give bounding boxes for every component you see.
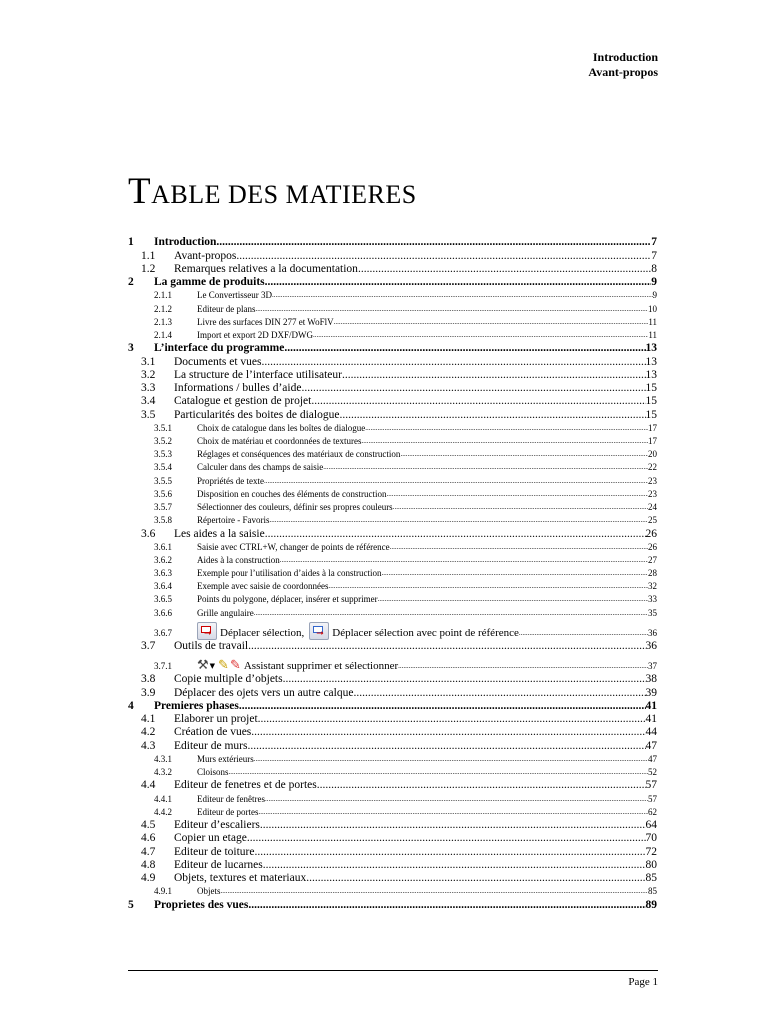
toc-entry[interactable] bbox=[128, 640, 657, 653]
page-number: Page 1 bbox=[628, 976, 658, 988]
toc-entry-page: 23 bbox=[648, 488, 657, 499]
dot-leader bbox=[264, 475, 648, 488]
toc-entry-title: Le Convertisseur 3D bbox=[197, 290, 272, 301]
toc-entry-title: Editeur de lucarnes bbox=[174, 858, 263, 871]
toc-entry[interactable] bbox=[128, 739, 657, 752]
toc-entry-number: 2.1.3 bbox=[154, 316, 172, 327]
toc-entry-title: Choix de matériau et coordonnées de textures bbox=[197, 436, 362, 447]
dot-leader bbox=[254, 607, 648, 620]
toc-entry-page: 57 bbox=[648, 793, 657, 804]
toc-entry-page: 24 bbox=[648, 502, 657, 513]
toc-entry-page: 36 bbox=[645, 639, 657, 652]
toc-entry-page: 22 bbox=[648, 462, 657, 473]
dot-leader bbox=[365, 422, 648, 435]
tools-icon: ⚒ bbox=[197, 657, 209, 673]
toc-title-initial: T bbox=[128, 171, 152, 212]
toc-entry[interactable] bbox=[128, 541, 657, 554]
toc-entry-page: 85 bbox=[648, 886, 657, 897]
toc-entry-title: Import et export 2D DXF/DWG bbox=[197, 329, 313, 340]
dot-leader bbox=[221, 885, 649, 898]
toc-entry-number: 4.3.1 bbox=[154, 753, 172, 764]
toc-entry-page: 13 bbox=[645, 355, 657, 368]
toc-entry-title: Déplacer des ojets vers un autre calque bbox=[174, 686, 354, 699]
toc-entry-title: Introduction bbox=[154, 236, 217, 249]
toc-entry[interactable] bbox=[128, 806, 657, 819]
toc-entry-page: 64 bbox=[645, 819, 657, 832]
toc-entry-page: 41 bbox=[645, 699, 657, 712]
toc-entry-title: Editeur de toiture bbox=[174, 845, 255, 858]
tool-icons bbox=[197, 659, 242, 673]
toc-entry[interactable] bbox=[128, 753, 657, 766]
toc-entry[interactable] bbox=[128, 713, 657, 726]
toc-entry-title: Objets bbox=[197, 886, 221, 897]
toc-entry-page: 25 bbox=[648, 515, 657, 526]
select-pen-icon: ✎ bbox=[218, 657, 229, 673]
dot-leader bbox=[386, 488, 648, 501]
dot-leader bbox=[265, 276, 652, 289]
toc-entry-title: Propriétés de texte bbox=[197, 475, 264, 486]
toc-entry-number: 3.5.1 bbox=[154, 422, 172, 433]
dot-leader bbox=[381, 567, 648, 580]
toc-entry[interactable] bbox=[128, 686, 657, 699]
toc-entry[interactable] bbox=[128, 514, 657, 527]
toc-entry-title: Calculer dans des champs de saisie bbox=[197, 462, 324, 473]
table-of-contents bbox=[128, 236, 657, 912]
toc-entry-page: 44 bbox=[645, 726, 657, 739]
toc-entry-title: Informations / bulles d’aide bbox=[174, 382, 302, 395]
toc-entry-title: Avant-propos bbox=[174, 249, 237, 262]
dot-leader bbox=[393, 501, 648, 514]
move-reference-point-icon: ➞ bbox=[309, 622, 329, 640]
toc-entry-page: 47 bbox=[645, 739, 657, 752]
toc-entry[interactable] bbox=[128, 316, 657, 329]
toc-entry[interactable] bbox=[128, 845, 657, 858]
toc-entry-page: 36 bbox=[648, 627, 657, 638]
toc-entry-page: 85 bbox=[645, 872, 657, 885]
toc-entry[interactable] bbox=[128, 263, 657, 276]
toc-entry-title: Editeur de fenêtres bbox=[197, 793, 265, 804]
toc-entry-number: 3.7.1 bbox=[154, 660, 172, 671]
toc-entry-number: 4 bbox=[128, 699, 134, 712]
toc-entry-number: 3.5.4 bbox=[154, 462, 172, 473]
dropdown-arrow-icon: ▼ bbox=[209, 661, 216, 670]
toc-entry-number: 2.1.4 bbox=[154, 329, 172, 340]
dot-leader bbox=[269, 514, 648, 527]
toc-entry[interactable] bbox=[128, 792, 657, 805]
header-chapter: Introduction bbox=[592, 50, 658, 64]
dot-leader bbox=[361, 435, 648, 448]
toc-entry-title: L’interface du programme bbox=[154, 342, 285, 355]
toc-entry-number: 5 bbox=[128, 898, 134, 911]
dot-leader bbox=[306, 872, 645, 885]
footer-divider bbox=[128, 970, 658, 971]
toc-entry-page: 23 bbox=[648, 475, 657, 486]
dot-leader bbox=[262, 356, 646, 369]
toc-entry-title: Outils de travail bbox=[174, 639, 249, 652]
toc-entry-number: 3.5.5 bbox=[154, 475, 172, 486]
toc-entry[interactable] bbox=[128, 342, 657, 355]
toc-entry-page: 15 bbox=[645, 382, 657, 395]
toc-entry-number: 3.5.8 bbox=[154, 515, 172, 526]
toc-entry-page: 17 bbox=[648, 436, 657, 447]
toc-entry-number: 4.7 bbox=[141, 845, 156, 858]
toc-entry-title-part: Déplacer sélection avec point de référence bbox=[332, 626, 519, 639]
toc-entry-number: 3.6.2 bbox=[154, 554, 172, 565]
toc-entry-title: La gamme de produits bbox=[154, 276, 265, 289]
dot-leader bbox=[247, 740, 645, 753]
dot-leader bbox=[400, 448, 648, 461]
toc-entry[interactable] bbox=[128, 653, 657, 673]
toc-entry-title: Les aides a la saisie bbox=[174, 527, 265, 540]
dot-leader bbox=[317, 779, 646, 792]
toc-entry-title: Editeur de murs bbox=[174, 739, 248, 752]
toc-entry[interactable] bbox=[128, 872, 657, 885]
toc-entry-title: Répertoire - Favoris bbox=[197, 515, 270, 526]
toc-entry-number: 4.1 bbox=[141, 713, 156, 726]
toc-entry-page: 52 bbox=[648, 767, 657, 778]
toc-entry-number: 3.8 bbox=[141, 673, 156, 686]
toc-entry-page: 26 bbox=[645, 527, 657, 540]
dot-leader bbox=[265, 793, 648, 806]
toc-entry-page: 41 bbox=[645, 713, 657, 726]
toc-entry-number: 3 bbox=[128, 342, 134, 355]
toc-entry-title: Objets, textures et materiaux bbox=[174, 872, 307, 885]
toc-entry-number: 4.5 bbox=[141, 819, 156, 832]
toc-entry-number: 4.4 bbox=[141, 779, 156, 792]
toc-entry-page: 13 bbox=[645, 342, 657, 355]
toc-entry-title: La structure de l’interface utilisateur bbox=[174, 368, 342, 381]
toc-entry-number: 1.1 bbox=[141, 249, 156, 262]
dot-leader bbox=[229, 766, 648, 779]
toc-entry-page: 57 bbox=[645, 779, 657, 792]
toc-title bbox=[128, 170, 417, 213]
toc-entry-title: Copie multiple d’objets bbox=[174, 673, 283, 686]
toc-entry-title: Grille angulaire bbox=[197, 607, 254, 618]
toc-entry[interactable] bbox=[128, 249, 657, 262]
toc-entry-number: 2 bbox=[128, 276, 134, 289]
toc-entry-title: Editeur de plans bbox=[197, 303, 256, 314]
toc-entry-number: 4.6 bbox=[141, 832, 156, 845]
toc-entry-page: 62 bbox=[648, 806, 657, 817]
toc-entry-page: 89 bbox=[645, 898, 657, 911]
toc-entry[interactable] bbox=[128, 474, 657, 487]
toc-entry-number: 1 bbox=[128, 236, 134, 249]
toc-entry[interactable] bbox=[128, 859, 657, 872]
dot-leader bbox=[272, 289, 653, 302]
delete-pen-icon: ✎ bbox=[229, 657, 241, 673]
toc-entry-page: 13 bbox=[645, 368, 657, 381]
dot-leader bbox=[323, 461, 648, 474]
dot-leader bbox=[283, 673, 646, 686]
toc-entry-number: 3.6.4 bbox=[154, 581, 172, 592]
toc-entry[interactable] bbox=[128, 620, 657, 640]
dot-leader bbox=[280, 554, 648, 567]
toc-entry-page: 15 bbox=[645, 408, 657, 421]
toc-entry-page: 47 bbox=[648, 753, 657, 764]
toc-entry-page: 80 bbox=[645, 858, 657, 871]
toc-entry-number: 4.9.1 bbox=[154, 886, 172, 897]
toc-entry-number: 2.1.2 bbox=[154, 303, 172, 314]
toc-entry-page: 39 bbox=[645, 686, 657, 699]
toc-entry-title: Choix de catalogue dans les boîtes de dialogue bbox=[197, 422, 366, 433]
toc-entry[interactable] bbox=[128, 395, 657, 408]
dot-leader bbox=[339, 409, 645, 422]
dot-leader bbox=[301, 382, 645, 395]
dot-leader bbox=[284, 342, 645, 355]
toc-entry[interactable] bbox=[128, 819, 657, 832]
toc-entry-title-part: Déplacer sélection, bbox=[220, 626, 305, 639]
dot-leader bbox=[255, 303, 648, 316]
dot-leader bbox=[353, 687, 645, 700]
toc-entry[interactable] bbox=[128, 382, 657, 395]
toc-entry-page: 33 bbox=[648, 594, 657, 605]
toc-entry-title: Création de vues bbox=[174, 726, 252, 739]
dot-leader bbox=[258, 806, 648, 819]
dot-leader bbox=[378, 593, 648, 606]
toc-title-rest: ABLE DES MATIERES bbox=[151, 180, 417, 209]
toc-entry-page: 37 bbox=[648, 660, 657, 671]
toc-entry-number: 3.2 bbox=[141, 368, 156, 381]
toc-entry-page: 72 bbox=[645, 845, 657, 858]
toc-entry[interactable] bbox=[128, 885, 657, 898]
toc-entry-title: Catalogue et gestion de projet bbox=[174, 395, 312, 408]
dot-leader bbox=[248, 899, 645, 912]
toc-entry[interactable] bbox=[128, 832, 657, 845]
toc-entry-page: 26 bbox=[648, 541, 657, 552]
dot-leader bbox=[334, 316, 649, 329]
toc-entry[interactable] bbox=[128, 422, 657, 435]
toc-entry[interactable] bbox=[128, 554, 657, 567]
toc-entry-number: 2.1.1 bbox=[154, 290, 172, 301]
toc-entry-number: 3.5.3 bbox=[154, 449, 172, 460]
toc-entry-title: Editeur d’escaliers bbox=[174, 819, 260, 832]
toc-entry[interactable] bbox=[128, 700, 657, 713]
toc-entry[interactable] bbox=[128, 898, 657, 911]
dot-leader bbox=[236, 250, 651, 263]
move-selection-icon: ➞ bbox=[197, 622, 217, 640]
toc-entry-number: 3.5.6 bbox=[154, 488, 172, 499]
dot-leader bbox=[342, 369, 646, 382]
toc-entry[interactable] bbox=[128, 236, 657, 249]
toc-entry[interactable] bbox=[128, 606, 657, 619]
toc-entry-page: 8 bbox=[651, 262, 657, 275]
toc-entry-title: Remarques relatives a la documentation bbox=[174, 262, 358, 275]
toc-entry-page: 70 bbox=[645, 832, 657, 845]
dot-leader bbox=[358, 263, 651, 276]
toc-entry[interactable] bbox=[128, 593, 657, 606]
toc-entry[interactable] bbox=[128, 329, 657, 342]
toc-entry-number: 3.6.7 bbox=[154, 627, 172, 638]
toc-entry-title: Livre des surfaces DIN 277 et WoFlV bbox=[197, 316, 334, 327]
toc-entry-page: 7 bbox=[651, 236, 657, 249]
dot-leader bbox=[260, 819, 646, 832]
dot-leader bbox=[247, 832, 646, 845]
toc-entry-title bbox=[197, 622, 519, 640]
toc-entry[interactable] bbox=[128, 408, 657, 421]
toc-entry[interactable] bbox=[128, 276, 657, 289]
dot-leader bbox=[239, 700, 646, 713]
dot-leader bbox=[398, 660, 648, 673]
toc-entry-title: Documents et vues bbox=[174, 355, 262, 368]
toc-entry-number: 3.6 bbox=[141, 527, 156, 540]
toc-entry-title: Elaborer un projet bbox=[174, 713, 258, 726]
toc-entry-page: 20 bbox=[648, 449, 657, 460]
dot-leader bbox=[248, 640, 645, 653]
toc-entry-number: 3.6.3 bbox=[154, 568, 172, 579]
dot-leader bbox=[254, 753, 648, 766]
dot-leader bbox=[519, 627, 648, 640]
toc-entry-page: 32 bbox=[648, 581, 657, 592]
toc-entry-number: 4.4.1 bbox=[154, 793, 172, 804]
toc-entry-page: 10 bbox=[648, 303, 657, 314]
toc-entry[interactable] bbox=[128, 673, 657, 686]
toc-entry-number: 4.9 bbox=[141, 872, 156, 885]
toc-entry-number: 3.5.7 bbox=[154, 502, 172, 513]
toc-entry-title: Premieres phases bbox=[154, 699, 239, 712]
toc-entry[interactable] bbox=[128, 779, 657, 792]
toc-entry-page: 17 bbox=[648, 422, 657, 433]
toc-entry-number: 4.3 bbox=[141, 739, 156, 752]
toc-entry[interactable] bbox=[128, 302, 657, 315]
toc-entry-page: 11 bbox=[648, 329, 657, 340]
toc-entry[interactable] bbox=[128, 369, 657, 382]
toc-entry-number: 4.2 bbox=[141, 726, 156, 739]
dot-leader bbox=[258, 713, 646, 726]
toc-entry-number: 3.5.2 bbox=[154, 436, 172, 447]
toc-entry-number: 3.5 bbox=[141, 408, 156, 421]
toc-entry-number: 4.4.2 bbox=[154, 806, 172, 817]
toc-entry-title: Saisie avec CTRL+W, changer de points de référence bbox=[197, 541, 390, 552]
dot-leader bbox=[254, 846, 645, 859]
toc-entry-number: 3.4 bbox=[141, 395, 156, 408]
toc-entry-page: 9 bbox=[651, 276, 657, 289]
dot-leader bbox=[216, 236, 651, 249]
dot-leader bbox=[265, 528, 646, 541]
toc-entry-title bbox=[197, 659, 398, 673]
toc-entry-number: 1.2 bbox=[141, 262, 156, 275]
toc-entry-page: 28 bbox=[648, 568, 657, 579]
toc-entry-page: 35 bbox=[648, 607, 657, 618]
dot-leader bbox=[263, 859, 646, 872]
toc-entry-title: Sélectionner des couleurs, définir ses propres couleurs bbox=[197, 502, 393, 513]
dot-leader bbox=[328, 580, 648, 593]
header-section: Avant-propos bbox=[588, 65, 658, 79]
dot-leader bbox=[390, 541, 648, 554]
toc-entry-title: Particularités des boites de dialogue bbox=[174, 408, 340, 421]
toc-entry[interactable] bbox=[128, 527, 657, 540]
dot-leader bbox=[251, 726, 645, 739]
toc-entry[interactable] bbox=[128, 726, 657, 739]
dot-leader bbox=[313, 329, 648, 342]
toc-entry-title: Points du polygone, déplacer, insérer et supprimer bbox=[197, 594, 378, 605]
toc-entry-number: 4.8 bbox=[141, 858, 156, 871]
toc-entry-title: Cloisons bbox=[197, 767, 229, 778]
toc-entry[interactable] bbox=[128, 766, 657, 779]
toc-entry-title: Réglages et conséquences des matériaux de construction bbox=[197, 449, 401, 460]
toc-entry[interactable] bbox=[128, 501, 657, 514]
toc-entry-number: 3.9 bbox=[141, 686, 156, 699]
dot-leader bbox=[311, 395, 645, 408]
toc-entry-page: 9 bbox=[652, 290, 657, 301]
toc-entry[interactable] bbox=[128, 461, 657, 474]
toc-entry[interactable] bbox=[128, 448, 657, 461]
toc-entry-title: Aides à la construction bbox=[197, 554, 280, 565]
toc-entry-page: 7 bbox=[651, 249, 657, 262]
toc-entry-title: Copier un etage bbox=[174, 832, 247, 845]
toc-entry[interactable] bbox=[128, 289, 657, 302]
toc-entry-number: 3.6.5 bbox=[154, 594, 172, 605]
page-header bbox=[588, 50, 658, 80]
toc-entry-title: Disposition en couches des éléments de construction bbox=[197, 488, 387, 499]
toc-entry[interactable] bbox=[128, 488, 657, 501]
toc-entry[interactable] bbox=[128, 580, 657, 593]
toc-entry-page: 38 bbox=[645, 673, 657, 686]
toc-entry-title: Editeur de fenetres et de portes bbox=[174, 779, 317, 792]
toc-entry[interactable] bbox=[128, 355, 657, 368]
toc-entry-page: 15 bbox=[645, 395, 657, 408]
toc-entry-number: 3.6.1 bbox=[154, 541, 172, 552]
toc-entry-title: Exemple avec saisie de coordonnées bbox=[197, 581, 329, 592]
toc-entry-number: 3.6.6 bbox=[154, 607, 172, 618]
toc-entry-title: Murs extérieurs bbox=[197, 753, 254, 764]
toc-entry-number: 4.3.2 bbox=[154, 767, 172, 778]
toc-entry-title: Editeur de portes bbox=[197, 806, 259, 817]
toc-entry-page: 11 bbox=[648, 316, 657, 327]
toc-entry-title: Proprietes des vues bbox=[154, 898, 249, 911]
toc-entry-title-part: Assistant supprimer et sélectionner bbox=[243, 659, 399, 672]
toc-entry-page: 27 bbox=[648, 554, 657, 565]
toc-entry-number: 3.1 bbox=[141, 355, 156, 368]
toc-entry-title: Exemple pour l’utilisation d’aides à la construction bbox=[197, 568, 382, 579]
toc-entry-number: 3.7 bbox=[141, 639, 156, 652]
toc-entry[interactable] bbox=[128, 567, 657, 580]
toc-entry[interactable] bbox=[128, 435, 657, 448]
toc-entry-number: 3.3 bbox=[141, 382, 156, 395]
